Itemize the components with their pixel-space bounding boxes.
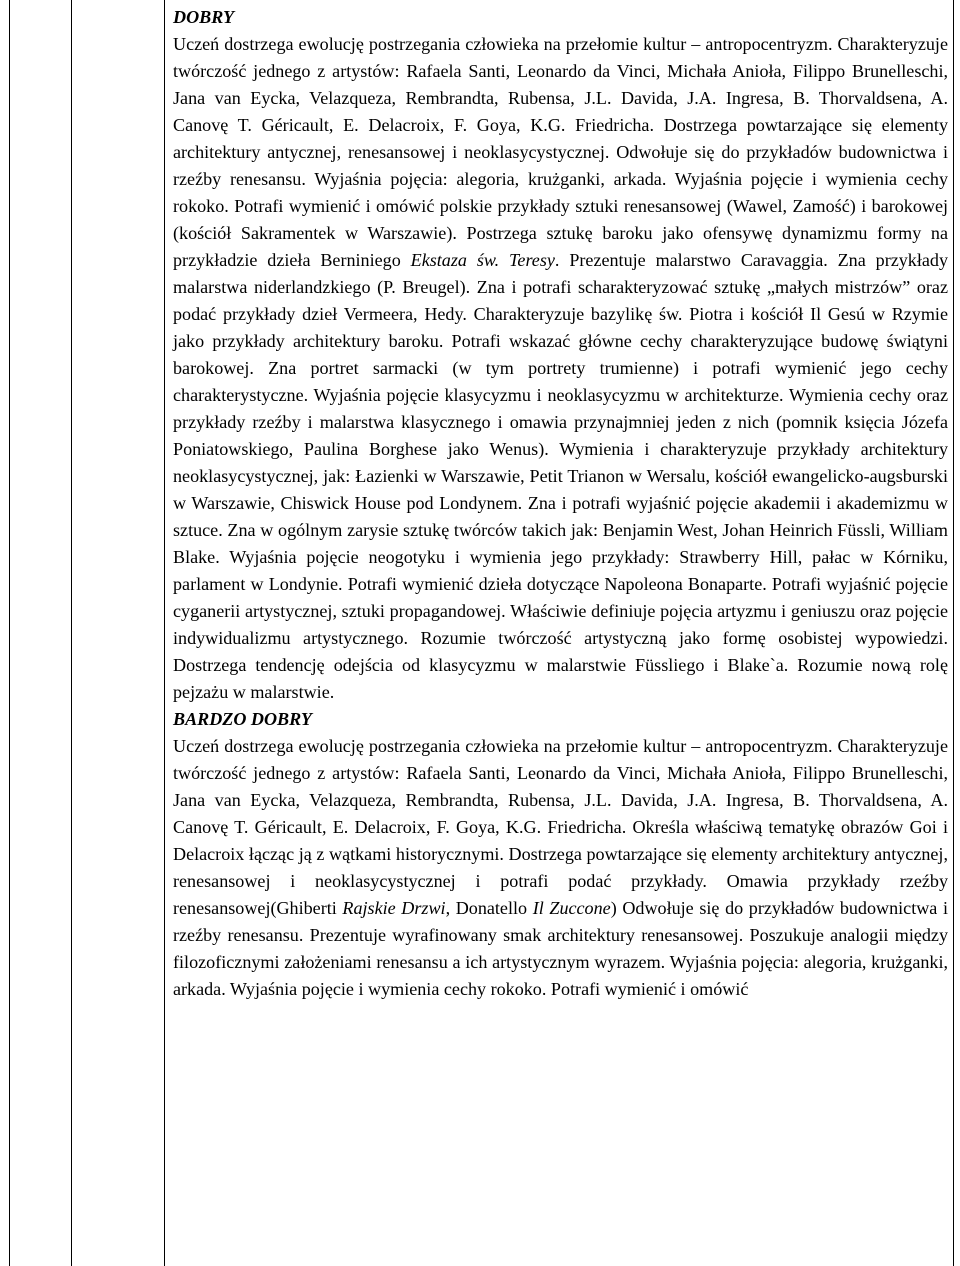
text-run: Uczeń dostrzega ewolucję postrzegania człowieka na przełomie kultur – antropocentryzm. Charakteryzuje twórczość jednego z artystów: Rafaela Santi, Leonardo da Vinci, Michała Anioła, Filippo Brunelleschi, Jana van Eycka, Velazqueza, Rembrandta, Rubensa, J.L. Davida, J.A. Ingresa, B. Thorvaldsena, A. Canovę T. Géricault, E. Delacroix, F. Goya, K.G. Friedricha. Określa właściwą tematykę obrazów Goi i Delacroix łącząc ją z wątkami historycznymi. Dostrzega powtarzające się elementy architektury antycznej, renesansowej i neoklasycystycznej i potrafi podać przykłady. Omawia przykłady rzeźby renesansowej(Ghiberti (173, 736, 948, 918)
grade-section-dobry (173, 4, 948, 706)
text-run: ) Odwołuje się do przykładów budownictwa i rzeźby renesansu. Prezentuje wyrafinowany smak architektury renesansowej. Poszukuje analogii między filozoficznymi założeniami renesansu a ich artystycznym wyrazem. Wyjaśnia pojęcia: alegoria, krużganki, arkada. Wyjaśnia pojęcie i wymienia cechy rokoko. Potrafi wymienić i omówić (173, 898, 948, 999)
requirements-cell (173, 4, 948, 1003)
grade-section-bardzo-dobry (173, 706, 948, 1003)
artwork-title: Ekstaza św. Teresy (410, 250, 555, 270)
text-run: , Donatello (445, 898, 533, 918)
artwork-title: Rajskie Drzwi (342, 898, 446, 918)
table-column-topic (71, 0, 165, 1266)
grade-heading: DOBRY (173, 7, 234, 27)
grade-heading: BARDZO DOBRY (173, 709, 312, 729)
table-column-number (9, 0, 72, 1266)
grade-description (173, 733, 948, 1003)
artwork-title: Il Zuccone (532, 898, 611, 918)
text-run: Uczeń dostrzega ewolucję postrzegania człowieka na przełomie kultur – antropocentryzm. Charakteryzuje twórczość jednego z artystów: Rafaela Santi, Leonardo da Vinci, Michała Anioła, Filippo Brunelleschi, Jana van Eycka, Velazqueza, Rembrandta, Rubensa, J.L. Davida, J.A. Ingresa, B. Thorvaldsena, A. Canovę T. Géricault, E. Delacroix, F. Goya, K.G. Friedricha. Dostrzega powtarzające się elementy architektury antycznej, renesansowej i neoklasycystycznej. Odwołuje się do przykładów budownictwa i rzeźby renesansu. Wyjaśnia pojęcia: alegoria, krużganki, arkada. Wyjaśnia pojęcie i wymienia cechy rokoko. Potrafi wymienić i omówić polskie przykłady sztuki renesansowej (Wawel, Zamość) i barokowej (kościół Sakramentek w Warszawie). Postrzega sztukę baroku jako ofensywę dynamizmu formy na przykładzie dzieła Berniniego (173, 34, 948, 270)
grade-description (173, 31, 948, 706)
text-run: . Prezentuje malarstwo Caravaggia. Zna przykłady malarstwa niderlandzkiego (P. Breugel). Zna i potrafi scharakteryzować sztukę „małych mistrzów” oraz podać przykłady dzieł Vermeera, Hedy. Charakteryzuje bazylikę św. Piotra i kościół Il Gesú w Rzymie jako przykłady architektury baroku. Potrafi wskazać główne cechy charakteryzujące budowę świątyni barokowej. Zna portret sarmacki (w tym portrety trumienne) i potrafi wymienić jego cechy charakterystyczne. Wyjaśnia pojęcie klasycyzmu i neoklasycyzmu w architekturze. Wymienia cechy oraz przykłady rzeźby i malarstwa klasycznego i omawia przynajmniej jeden z nich (pomnik księcia Józefa Poniatowskiego, Paulina Borghese jako Wenus). Wymienia i charakteryzuje przykłady architektury neoklasycystycznej, jak: Łazienki w Warszawie, Petit Trianon w Wersalu, kościół ewangelicko-augsburski w Warszawie, Chiswick House pod Londynem. Zna i potrafi wyjaśnić pojęcie akademii i akademizmu w sztuce. Zna w ogólnym zarysie sztukę twórców takich jak: Benjamin West, Johan Heinrich Füssli, William Blake. Wyjaśnia pojęcie neogotyku i wymienia jego przykłady: Strawberry Hill, pałac w Kórniku, parlament w Londynie. Potrafi wymienić dzieła dotyczące Napoleona Bonaparte. Potrafi wyjaśnić pojęcie cyganerii artystycznej, sztuki propagandowej. Właściwie definiuje pojęcia artyzmu i geniuszu oraz pojęcie indywidualizmu artystycznego. Rozumie twórczość artystyczną jako formę osobistej wypowiedzi. Dostrzega tendencję odejścia od klasycyzmu w malarstwie Füssliego i Blake`a. Rozumie nową rolę pejzażu w malarstwie. (173, 250, 948, 702)
